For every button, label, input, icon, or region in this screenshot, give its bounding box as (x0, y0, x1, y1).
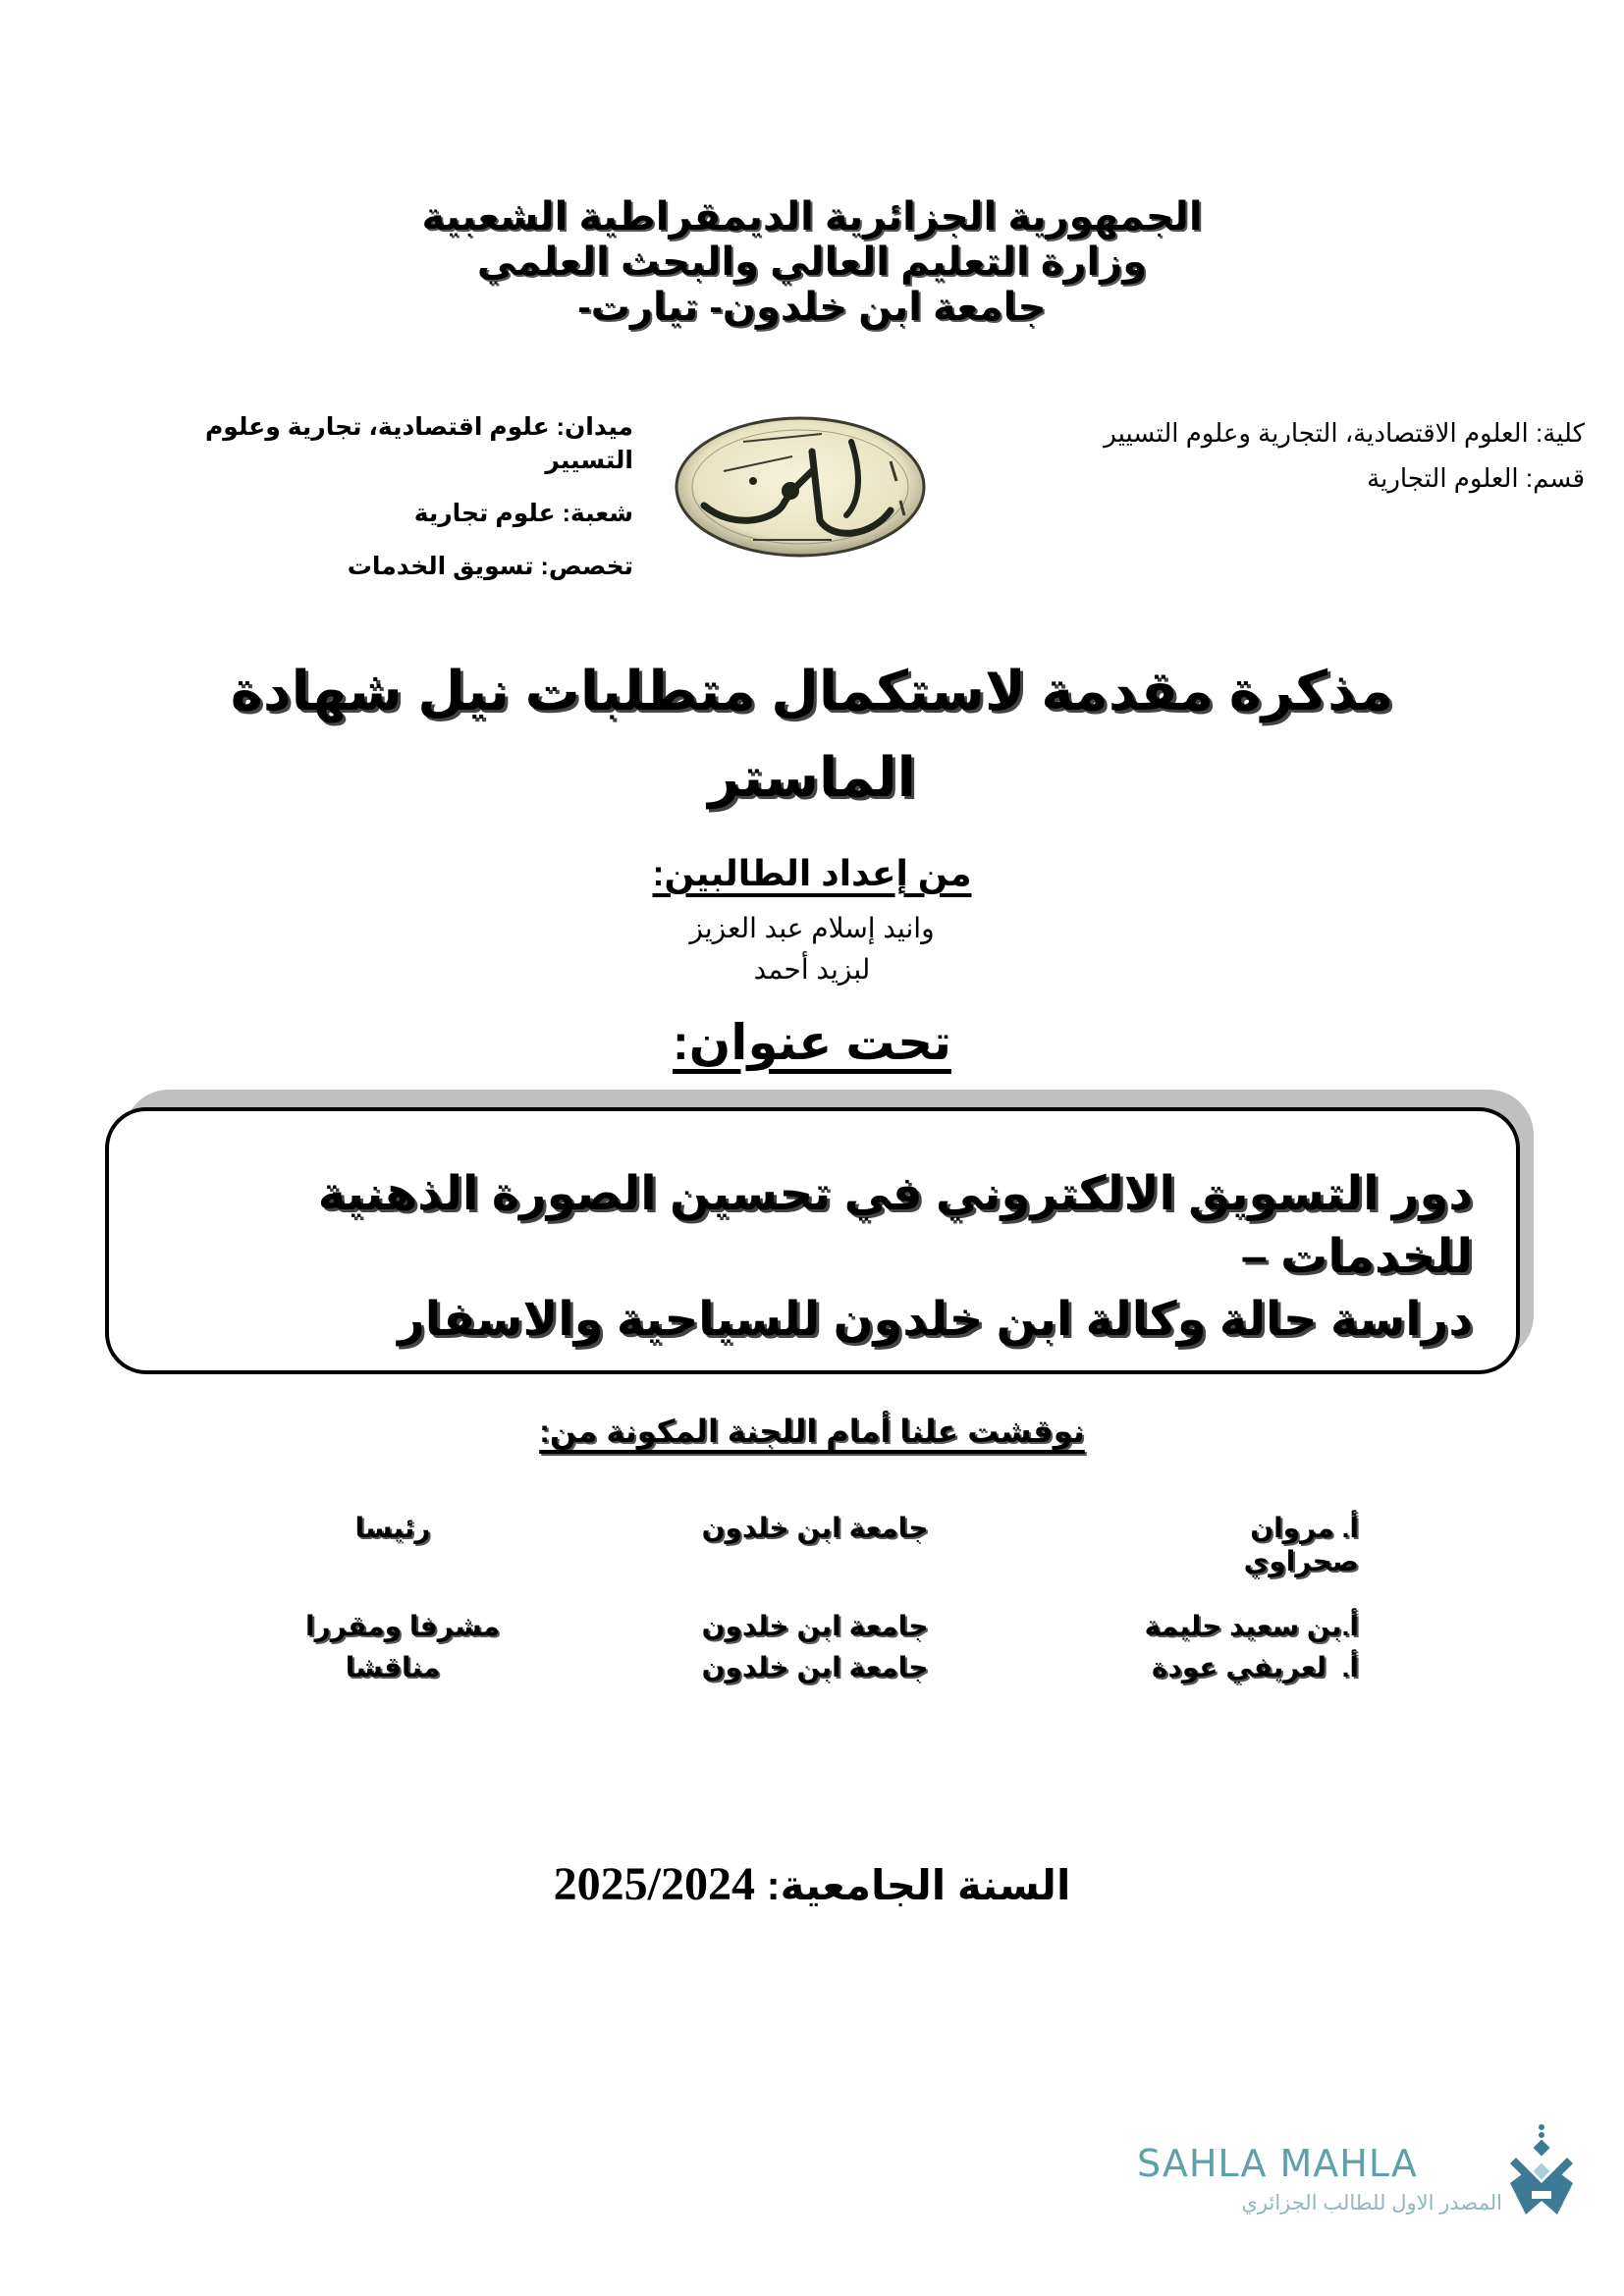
memo-title-line1: مذكرة مقدمة لاستكمال متطلبات نيل شهادة (230, 660, 1394, 721)
students-heading: من إعداد الطالبين: (652, 853, 972, 893)
committee-member-name: أ. لعريفي عودة (1151, 1652, 1359, 1682)
university-name: جامعة ابن خلدون- تيارت- (577, 286, 1047, 329)
field-value: علوم اقتصادية، تجارية وعلوم التسيير (204, 413, 633, 474)
republic-name: الجمهورية الجزائرية الديمقراطية الشعبية (421, 195, 1203, 239)
committee-heading: نوقشت علنا أمام اللجنة المكونة من: (539, 1414, 1085, 1449)
memo-title (157, 648, 1467, 821)
student-name-1: وانيد إسلام عبد العزيز (689, 913, 935, 943)
memo-title-line2: الماستر (708, 746, 916, 808)
thesis-title-line1: دور التسويق الالكتروني في تحسين الصورة الذهنية للخدمات – (317, 1168, 1473, 1283)
specialty-label: تخصص: (540, 553, 633, 580)
branch-row (167, 497, 633, 530)
field-row (167, 410, 633, 477)
specialty-row (167, 550, 633, 583)
committee-member-role: مشرفا ومقررا (305, 1611, 500, 1641)
thesis-title (118, 1163, 1492, 1352)
academic-year-value: 2025/2024 (553, 1858, 755, 1910)
committee-member-role: مناقشا (345, 1652, 441, 1682)
committee-member-name: أ.بن سعيد حليمة (1144, 1611, 1359, 1641)
university-seal-icon (665, 412, 930, 560)
faculty-info (943, 416, 1585, 507)
faculty-name: كلية: العلوم الاقتصادية، التجارية وعلوم التسيير (1104, 418, 1585, 448)
committee-member-university: جامعة ابن خلدون (701, 1652, 929, 1682)
committee-member-role: رئيسا (354, 1513, 431, 1543)
sahla-mahla-logo-icon (1502, 2122, 1581, 2220)
student-name-2: لبزيد أحمد (753, 954, 871, 985)
committee-member-university: جامعة ابن خلدون (701, 1611, 929, 1641)
field-label: ميدان: (556, 413, 633, 441)
watermark-brand: SAHLA MAHLA (1137, 2142, 1418, 2185)
thesis-title-line2: دراسة حالة وكالة ابن خلدون للسياحية والاسفار (398, 1294, 1473, 1346)
academic-year-label: السنة الجامعية: (754, 1862, 1071, 1908)
department-name: قسم: العلوم التجارية (1367, 463, 1585, 493)
specialty-value: تسويق الخدمات (347, 553, 541, 580)
committee-member-university: جامعة ابن خلدون (701, 1513, 929, 1543)
program-info (167, 410, 633, 603)
sahla-mahla-watermark[interactable] (1129, 2122, 1591, 2230)
ministry-name: وزارة التعليم العالي والبحث العلمي (476, 240, 1148, 284)
under-title-heading: تحت عنوان: (672, 1015, 951, 1070)
academic-year (0, 1858, 1624, 1912)
committee-member-name: أ. مروان صحراوي (1243, 1513, 1359, 1576)
branch-label: شعبة: (562, 500, 633, 527)
watermark-tagline: المصدر الاول للطالب الجزائري (1241, 2192, 1502, 2215)
branch-value: علوم تجارية (413, 500, 563, 527)
government-header (0, 194, 1624, 330)
